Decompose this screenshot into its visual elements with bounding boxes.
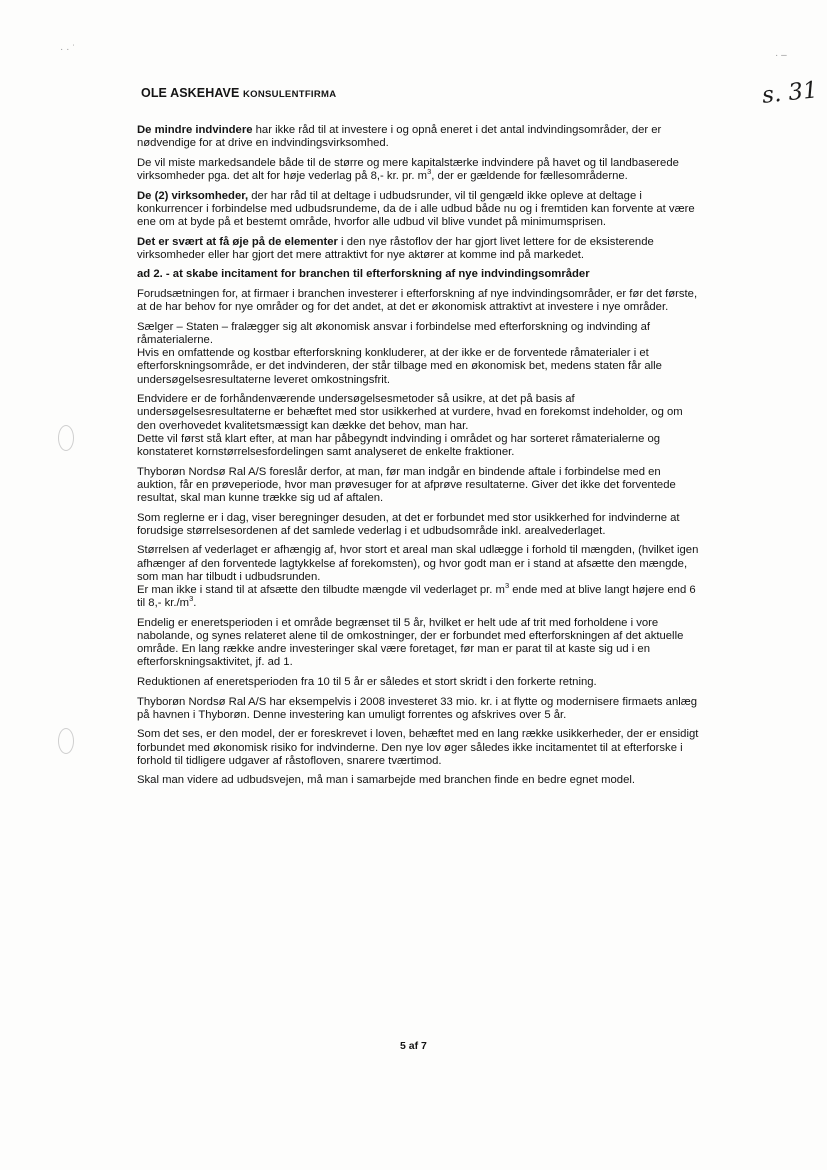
firm-name: KONSULENTFIRMA (243, 89, 337, 100)
paragraph: De mindre indvindere har ikke råd til at investere i og opnå eneret i det antal indvindingsområder, der er nødvendige for at drive en indvindingsvirksomhed. (137, 124, 662, 150)
page-number: 5 af 7 (400, 1040, 427, 1052)
paragraph: Det er svært at få øje på de elementer i den nye råstoflov der har gjort livet lettere for de eksisterende virksomheder eller har gjort det mere attraktivt for nye aktører at komme ind på markedet. (137, 235, 654, 261)
punch-hole (58, 728, 74, 754)
paragraph: Størrelsen af vederlaget er afhængig af, hvor stort et areal man skal udlægge i forhold til mængden, (hvilket igen afhænger af den forventede lagtykkelse af forekomsten), og hvor godt man er i stand at afsætte den mængde, som man har tilbudt i udbudsrunden. Er man ikke i stand til at afsætte den tilbudte mængde vil vederlaget pr. $m^3$ ende med at blive langt højere end 6 til 8,- $kr./m^3$. (137, 544, 699, 610)
paragraph: Sælger – Staten – fralægger sig alt økonomisk ansvar i forbindelse med efterforskning og indvinding af råmaterialerne. Hvis en omfattende og kostbar efterforskning konkluderer, at der ikke er de forventede råmaterialer i et efterforskningsområde, er det indvinderen, der står tilbage med en økonomisk bet, medens staten får alle undersøgelsesresultaterne leveret omkostningsfrit. (137, 320, 662, 386)
paragraph: Thyborøn Nordsø Ral A/S har eksempelvis i 2008 investeret 33 mio. kr. i at flytte og modernisere firmaets anlæg på havnen i Thyborøn. Denne investering kan umuligt forrentes og afskrives over 5 år. (137, 695, 698, 721)
paragraph: Endvidere er de forhåndenværende undersøgelsesmetoder så usikre, at det på basis af undersøgelsesresultaterne er behæftet med stor usikkerhed at vurdere, hvad en forekomst indeholder, og om den overhovedet kvalitetsmæssigt kan dække det behov, man har. Dette vil først stå klart efter, at man har påbegyndt indvinding i området og har sorteret råmaterialerne og konstateret kornstørrelsesfordelingen samt analyseret de enkelte fraktioner. (137, 393, 683, 458)
paragraph: De vil miste markedsandele både til de større og mere kapitalstærke indvindere på havet og til landbaserede virksomheder pga. det alt for høje vederlag på 8,- kr. pr. $m^3$, der er gældende for fællesområderne. (137, 156, 679, 182)
paragraph: De (2) virksomheder, der har råd til at deltage i udbudsrunder, vil til gengæld ikke opleve at deltage i konkurrencer i forbindelse med udbudsrundeme, da de i alle udbud både nu og i fremtiden kan forvente at være ene om at byde på et bestemt område, hvorfor alle udbud vil blive vundet på minimumsprisen. (137, 189, 695, 228)
paragraph: Reduktionen af eneretsperioden fra 10 til 5 år er således et stort skridt i den forkerte retning. (137, 676, 597, 688)
handwritten-page-note: s. 31 (760, 77, 819, 109)
paragraph: Som det ses, er den model, der er foreskrevet i loven, behæftet med en lang række usikkerheder, der er ensidigt forbundet med økonomisk risiko for indvinderne. Den nye lov øger således ikke incitamentet til at efterforske i forhold til tidligere udgaver af råstofloven, snarere tværtimod. (137, 728, 699, 767)
author-name: OLE ASKEHAVE (141, 86, 240, 100)
paragraph: Skal man videre ad udbudsvejen, må man i samarbejde med branchen finde en bedre egnet model. (137, 774, 635, 787)
section-heading: ad 2. - at skabe incitament for branchen til efterforskning af nye indvindingsområder (137, 268, 590, 281)
scan-speck: · · ˙ (60, 44, 76, 55)
letterhead (141, 86, 336, 100)
scan-speck: · – (775, 50, 787, 61)
document-body (137, 124, 703, 794)
paragraph: Som reglerne er i dag, viser beregninger desuden, at det er forbundet med stor usikkerhed for indvinderne at forudsige størrelsesordenen af det samlede vederlag i et udbudsområde inkl. arealvederlaget. (137, 511, 680, 537)
paragraph: Thyborøn Nordsø Ral A/S foreslår derfor, at man, før man indgår en bindende aftale i forbindelse med en auktion, får en prøveperiode, hvor man prøvesuger for at afprøve resultaterne. Giver det ikke det forventede resultat, skal man kunne trække sig ud af aftalen. (137, 465, 676, 504)
punch-hole (58, 425, 74, 451)
paragraph: Forudsætningen for, at firmaer i branchen investerer i efterforskning af nye indvindingsområder, er før det første, at de har behov for nye områder og for det andet, at det er økonomisk attraktivt at investere i nye områder. (137, 287, 698, 314)
paragraph: Endelig er eneretsperioden i et område begrænset til 5 år, hvilket er helt ude af trit med forholdene i vore nabolande, og synes relateret alene til de omkostninger, der er forbundet med efterforskningen af det aktuelle område. En lang række andre investeringer skal være foretaget, før man er parat til at kaste sig ud i en efterforskningsaktivitet, jf. ad 1. (137, 616, 684, 669)
